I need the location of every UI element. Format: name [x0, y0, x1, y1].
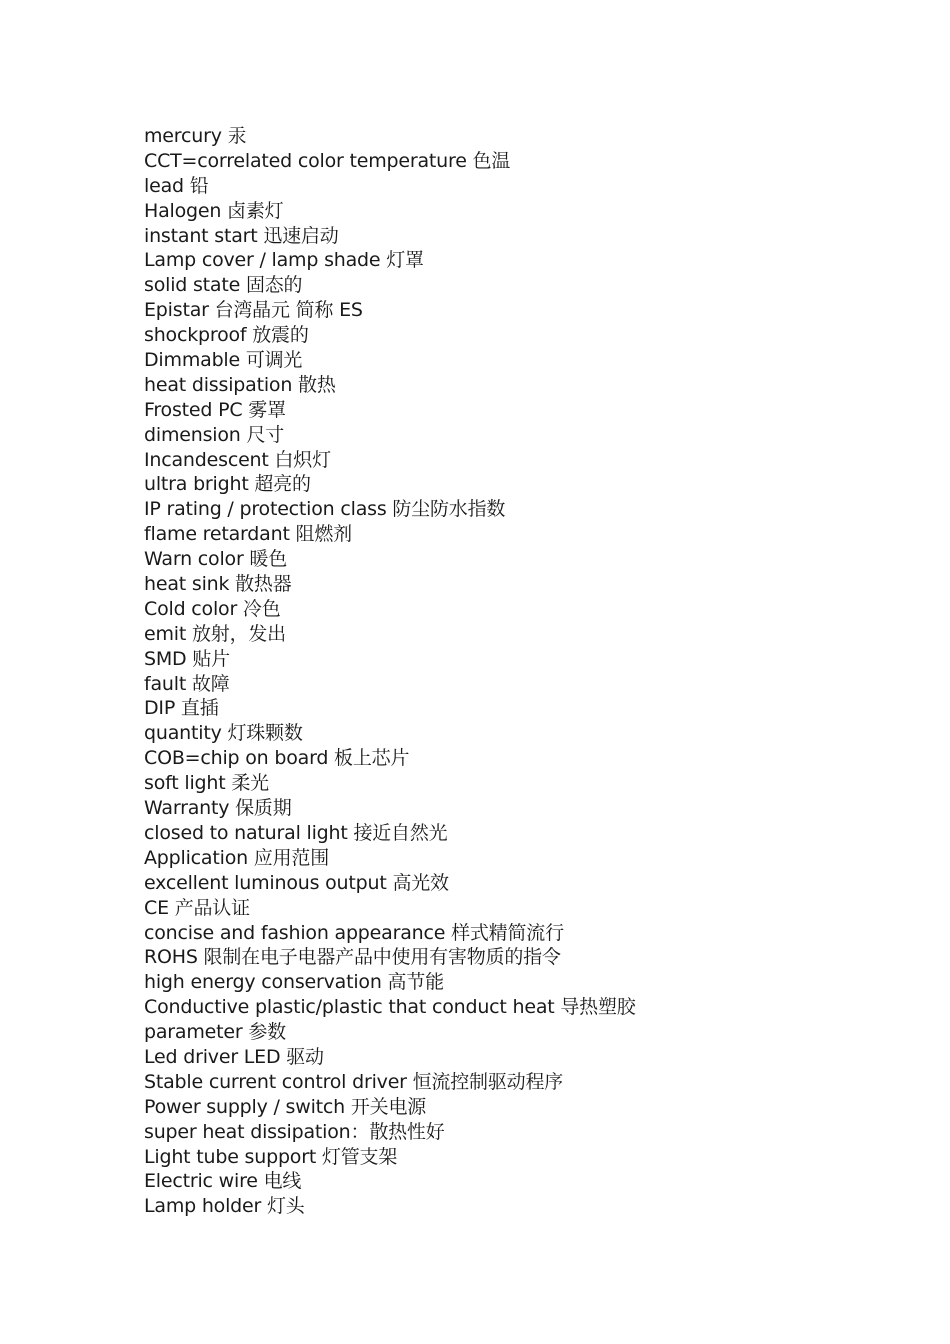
glossary-entry: shockproof 放震的	[144, 324, 309, 347]
glossary-entry: dimension 尺寸	[144, 423, 285, 446]
glossary-entry: DIP 直插	[144, 697, 219, 720]
glossary-entry: concise and fashion appearance 样式精简流行	[144, 921, 564, 944]
glossary-entry: lead 铅	[144, 174, 209, 197]
glossary-entry: quantity 灯珠颗数	[144, 722, 303, 745]
glossary-entry: instant start 迅速启动	[144, 224, 339, 247]
glossary-entry: Cold color 冷色	[144, 597, 281, 620]
glossary-entry: solid state 固态的	[144, 274, 303, 297]
glossary-list	[144, 124, 636, 1219]
glossary-entry: super heat dissipation：散热性好	[144, 1120, 445, 1143]
glossary-entry: ultra bright 超亮的	[144, 473, 311, 496]
glossary-entry: Warranty 保质期	[144, 797, 292, 820]
glossary-entry: Epistar 台湾晶元 简称 ES	[144, 299, 363, 322]
glossary-entry: heat dissipation 散热	[144, 373, 336, 396]
glossary-entry: ROHS 限制在电子电器产品中使用有害物质的指令	[144, 946, 561, 969]
glossary-entry: Incandescent 白炽灯	[144, 448, 331, 471]
glossary-entry: Power supply / switch 开关电源	[144, 1095, 427, 1118]
glossary-entry: parameter 参数	[144, 1021, 286, 1044]
glossary-entry: CCT=correlated color temperature 色温	[144, 149, 511, 172]
glossary-entry: high energy conservation 高节能	[144, 971, 444, 994]
glossary-entry: soft light 柔光	[144, 772, 269, 795]
glossary-entry: flame retardant 阻燃剂	[144, 523, 352, 546]
glossary-entry: COB=chip on board 板上芯片	[144, 747, 410, 770]
glossary-entry: Lamp holder 灯头	[144, 1195, 305, 1218]
glossary-entry: Light tube support 灯管支架	[144, 1145, 398, 1168]
glossary-entry: CE 产品认证	[144, 896, 250, 919]
glossary-entry: Dimmable 可调光	[144, 349, 303, 372]
glossary-entry: Stable current control driver 恒流控制驱动程序	[144, 1070, 564, 1093]
glossary-entry: Frosted PC 雾罩	[144, 398, 286, 421]
glossary-entry: Electric wire 电线	[144, 1170, 302, 1193]
glossary-entry: Led driver LED 驱动	[144, 1045, 324, 1068]
glossary-entry: IP rating / protection class 防尘防水指数	[144, 498, 506, 521]
glossary-entry: mercury 汞	[144, 125, 247, 147]
glossary-entry: closed to natural light 接近自然光	[144, 821, 448, 844]
glossary-entry: emit 放射，发出	[144, 622, 286, 645]
glossary-entry: Conductive plastic/plastic that conduct heat 导热塑胶	[144, 996, 636, 1019]
glossary-entry: Lamp cover / lamp shade 灯罩	[144, 249, 424, 272]
glossary-entry: heat sink 散热器	[144, 573, 292, 596]
glossary-entry: Warn color 暖色	[144, 548, 287, 571]
glossary-entry: SMD 贴片	[144, 647, 230, 670]
glossary-entry: fault 故障	[144, 672, 230, 695]
glossary-entry: excellent luminous output 高光效	[144, 871, 449, 894]
glossary-entry: Application 应用范围	[144, 846, 330, 869]
glossary-entry: Halogen 卤素灯	[144, 199, 284, 222]
